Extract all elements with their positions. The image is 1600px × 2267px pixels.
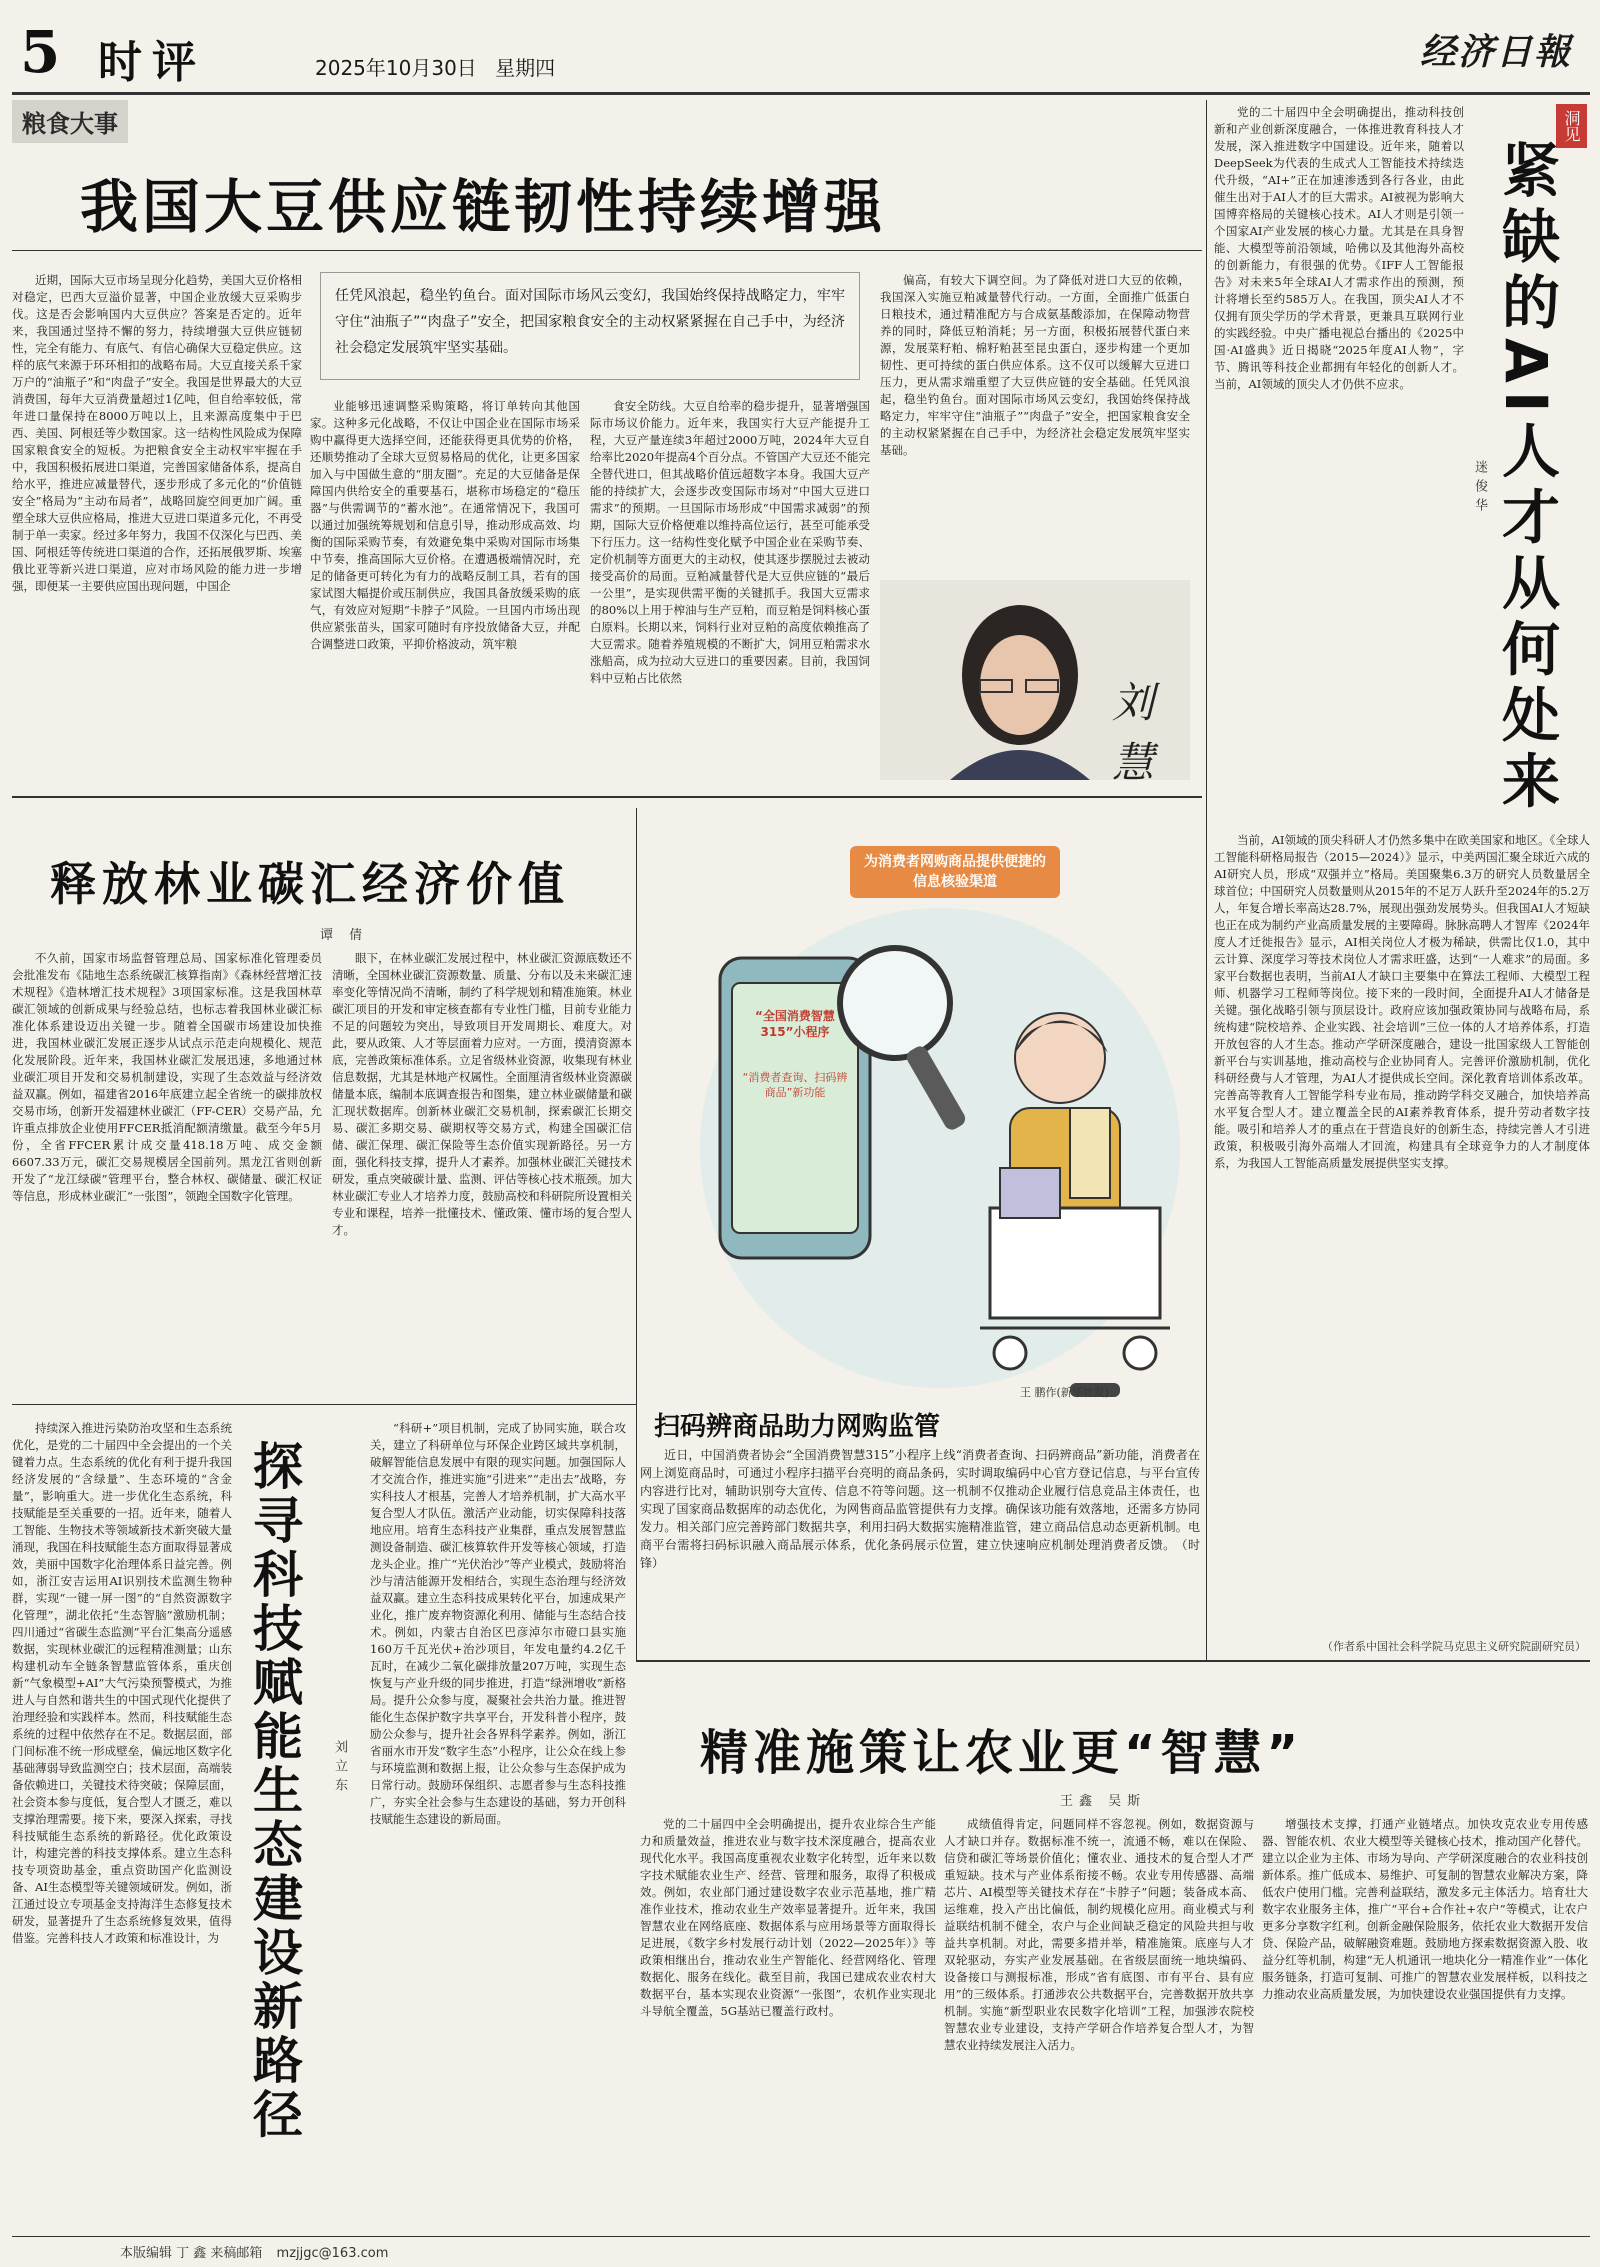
cartoon-caption-title: 扫码辨商品助力网购监管 xyxy=(654,1412,941,1442)
cartoon-credit: 王 鹏作(新华社发) xyxy=(1020,1386,1110,1399)
forest-bottom-rule xyxy=(12,1404,636,1405)
cartoon-banner: 为消费者网购商品提供便捷的信息核验渠道 xyxy=(850,846,1060,898)
author-portrait xyxy=(880,580,1190,780)
ai-col-top: 党的二十届四中全会明确提出，推动科技创新和产业创新深度融合，一体推进教育科技人才发展，深入推进数字中国建设。近年来，随着以DeepSeek为代表的生成式人工智能技术持续迭代升级，“AI+”正在加速渗透到各行各业，由此催生出对于AI人才的巨大需求。AI被视为影响大国博弈格局的关键核心技术。AI人才则是引领一个国家AI产业发展的核心力量。尤其是在具身智能、大模型等前沿领域，哈佛以及其他海外高校的创新能力，有很强的优势。《IFF人工智能报告》对未来5年全球AI人才需求作出的预测，预计将增长至约585万人。在我国，顶尖AI人才不仅拥有顶尖学历的学术背景，更兼具互联网行业的实践经验。中央广播电视总台播出的《2025中国·AI盛典》近日揭晓“2025年度AI人物”，字节、腾讯等科技企业都拥有年轻化的创新人才。当前，AI领域的顶尖人才仍供不应求。 xyxy=(1214,105,1464,391)
soy-col-2: 业能够迅速调整采购策略，将订单转向其他国家。这种多元化战略，不仅让中国企业在国际市场采购中赢得更大选择空间，还能获得更具优势的价格，还顺势推动了全球大豆贸易格局的优化，让更多国家加入与中国做生意的“朋友圈”。充足的大豆储备是保障国内供给安全的重要基石，堪称市场稳定的“稳压器”与供需调节的“蓄水池”。在通常情况下，我国可以通过加强统筹规划和信息引导，推动形成高效、均衡的国际采购节奏，有效避免集中采购对国际市场集中节奏，推高国际大豆价格。在遭遇极端情况时，充足的储备更可转化为有力的战略反制工具，若有的国家试图大幅提价或压制供应，我国具备放缓采购的底气，有效应对短期“卡脖子”风险。一旦国内市场出现供应紧张苗头，国家可随时有序投放储备大豆，并配合调整进口政策，平抑价格波动，筑牢粮 xyxy=(310,399,580,651)
ai-author: 迷俊华 xyxy=(1472,460,1487,517)
cartoon-phone-text: “全国消费智慧315”小程序 xyxy=(755,1009,835,1039)
footer xyxy=(120,2242,388,2261)
forest-author: 谭 倩 xyxy=(320,928,369,943)
agri-top-rule xyxy=(636,1660,1590,1662)
author-signature: 刘慧 xyxy=(1112,678,1155,780)
ecology-col-2: “科研+”项目机制，完成了协同实施，联合攻关，建立了科研单位与环保企业跨区域共享机制，破解智能信息发展中有限的现实问题。加强国际人才交流合作，推进实施“引进来”“走出去”战略，夯实科技人才根基，完善人才培养机制，扩大高水平复合型人才队伍。激活产业动能，切实保障科技落地应用。培育生态科技产业集群，重点发展智慧监测设备制造、碳汇核算软件开发等核心领域，打造龙头企业。推广“光伏治沙”等产业模式，鼓励将治沙与清洁能源开发相结合，实现生态治理与经济效益双赢。建立生态科技成果转化平台，加速成果产业化，推广废弃物资源化利用、储能与生态结合技术。例如，内蒙古自治区巴彦淖尔市磴口县实施160万千瓦光伏+治沙项目，年发电量约4.2亿千瓦时，在减少二氧化碳排放量207万吨，实现生态恢复与产业升级的同步推进，打造“绿洲增收”新格局。提升公众参与度，凝聚社会共治力量。推进智能化生态保护数字共享平台，开发科普小程序，鼓励公众参与，提升社会各界科学素养。例如，浙江省丽水市开发“数字生态”小程序，让公众在线上参与环境监测和数据上报，让公众参与生态保护成为日常行动。鼓励环保组织、志愿者参与生态科技推广，夯实全社会参与生态建设的基础，努力开创科技赋能生态建设的新局面。 xyxy=(370,1421,626,1826)
soy-col-1: 近期，国际大豆市场呈现分化趋势，美国大豆价格相对稳定，巴西大豆溢价显著，中国企业放缓大豆采购步伐。这是否会影响国内大豆供应？答案是否定的。近年来，我国通过坚持不懈的努力，持续增强大豆供应链韧性，完全有能力、有底气、有信心确保大豆稳定供应。这样的底气来源于环环相扣的战略布局。大豆直接关系千家万户的“油瓶子”和“肉盘子”安全。我国是世界最大的大豆消费国，每年大豆消费量超过1亿吨，但自给率较低，常年进口量保持在8000万吨以上，且来源高度集中于巴西、美国、阿根廷等少数国家。这一结构性风险成为保障国家粮食安全的短板。为把粮食安全主动权牢牢握在手中，我国积极拓展进口渠道，完善国家储备体系，提高自给水平，推进应减量替代，逐步形成了多元化的“价值链安全”格局为“主动布局者”，战略回旋空间更加广阔。重塑全球大豆供应格局，推进大豆进口渠道多元化，不再受制于单一卖家。经过多年努力，我国不仅深化与巴西、美国、阿根廷等传统进口渠道的合作，还拓展俄罗斯、埃塞俄比亚等新兴进口渠道，应对市场风险的能力进一步增强，即便某一主要供应国出现问题，中国企 xyxy=(12,273,302,593)
cartoon-caption: 近日，中国消费者协会“全国消费智慧315”小程序上线“消费者查询、扫码辨商品”新功能，消费者在网上浏览商品时，可通过小程序扫描平台亮明的商品条码，实时调取编码中心官方登记信息，与平台宣传内容进行比对，辅助识别夸大宣传、信息不符等问题。这一机制不仅推动企业履行信息竞品主体责任，也实现了国家商品数据库的动态优化，为网售商品监管提供有力支撑。确保该功能有效落地，还需多方协同发力。相关部门应完善跨部门数据共享，利用扫码大数据实施精准监管，建立商品信息动态更新机制。电商平台需将扫码标识融入商品展示体系，优化条码展示位置，建立快速响应机制处理消费者反馈。 （时 锋） xyxy=(640,1448,1200,1570)
soy-lead-text: 任凭风浪起，稳坐钓鱼台。面对国际市场风云变幻，我国始终保持战略定力，牢牢守住“油瓶子”“肉盘子”安全，把国家粮食安全的主动权紧紧握在自己手中，为经济社会稳定发展筑牢坚实基础。 xyxy=(335,288,845,356)
soy-bottom-rule xyxy=(12,796,1202,798)
footer-email[interactable]: mzjjgc@163.com xyxy=(276,2246,389,2261)
column-tag-text: 粮食大事 xyxy=(22,109,118,138)
weekday-text: 星期四 xyxy=(495,56,556,80)
agri-col-2: 成绩值得肯定，问题同样不容忽视。例如，数据资源与人才缺口并存。数据标准不统一，流通不畅，难以在保险、信贷和碳汇等场景价值化；懂农业、通技术的复合型人才严重短缺。技术与产业体系衔接不畅。农业专用传感器、高端芯片、AI模型等关键技术存在“卡脖子”问题；装备成本高、运维难，投入产出比偏低，制约规模化应用。商业模式与利益联结机制不健全，农户与企业间缺乏稳定的风险共担与收益共享机制。对此，需要多措并举，精准施策。底座与人才双轮驱动，夯实产业发展基础。在省级层面统一地块编码、设备接口与测报标准，形成“省有底图、市有平台、县有应用”的三级体系。打通涉农公共数据平台，完善数据开放共享机制。实施“新型职业农民数字化培训”工程，加强涉农院校智慧农业专业建设，支持产学研合作培养复合型人才，为智慧农业持续发展注入活力。 xyxy=(944,1817,1254,2052)
masthead xyxy=(0,0,1600,92)
ai-headline: 紧缺的AI人才从何处来 xyxy=(1492,140,1560,817)
ai-divider xyxy=(1206,100,1207,1660)
ecology-author: 刘立东 xyxy=(332,1740,347,1797)
forest-col-2: 眼下，在林业碳汇发展过程中，林业碳汇资源底数还不清晰，全国林业碳汇资源数量、质量、分布以及未来碳汇速率变化等情况尚不清晰，制约了科学规划和精准施策。林业碳汇项目的开发和审定核查都有专业性门槛，目前专业能力不足的问题较为突出，导致项目开发周期长、难度大。对此，要从政策、人才等层面着力应对。一方面，摸清资源本底，完善政策标准体系。立足省级林业资源，收集现有林业信息数据，尤其是林地产权属性。全面厘清省级林业资源碳储量本底，编制本底调查报告和图集，建立林业碳储量和碳汇现状数据库。创新林业碳汇交易机制，探索碳汇长期交易、碳汇多期交易、碳期权等交易方式，构建全国碳汇信储、碳汇保理、碳汇保险等生态价值实现新路径。另一方面，强化科技支撑，提升人才素养。加强林业碳汇关键技术研发，重点突破碳计量、监测、评估等核心技术瓶颈。加大林业碳汇专业人才培养力度，鼓励高校和科研院所设置相关专业和课程，培养一批懂技术、懂政策、懂市场的复合型人才。 xyxy=(332,951,632,1237)
agri-author: 王鑫 吴斯 xyxy=(1060,1794,1147,1809)
cartoon-divider xyxy=(636,808,637,1660)
agri-col-3: 增强技术支撑，打通产业链堵点。加快攻克农业专用传感器、智能农机、农业大模型等关键核心技术，推动国产化替代。建立以企业为主体、市场为导向、产学研深度融合的农业科技创新体系。推广低成本、易维护、可复制的智慧农业解决方案，降低农户使用门槛。完善利益联结，激发多元主体活力。培育壮大数字农业服务主体，推广“平台+合作社+农户”等模式，让农户更多分享数字红利。创新金融保险服务，依托农业大数据开发信贷、保险产品，破解融资难题。鼓励地方探索数据资源入股、收益分红等机制，构建“无人机通讯一地块化分一精准作业”一体化服务链条，打造可复制、可推广的智慧农业发展样板，以科技之力推动农业高质量发展，为加快建设农业强国提供有力支撑。 xyxy=(1262,1817,1588,2001)
date-text: 2025年10月30日 xyxy=(315,56,477,80)
soy-col-3: 食安全防线。大豆自给率的稳步提升，显著增强国际市场议价能力。近年来，我国实行大豆产能提升工程，大豆产量连续3年超过2000万吨，2024年大豆自给率比2020年提高4个百分点。不管国产大豆还不能完全替代进口，但其战略价值远超数字本身。我国大豆产能的持续扩大，会逐步改变国际市场对“中国大豆进口需求”的预期。一旦国际市场形成“中国需求减弱”的预期，国际大豆价格便难以维持高位运行，甚至可能承受下行压力。这一结构性变化赋予中国企业在采购节奏、定价机制等方面更大的主动权，使其逐步摆脱过去被动接受高价的局面。豆粕减量替代是大豆供应链的“最后一公里”，是实现供需平衡的关键抓手。我国大豆需求的80%以上用于榨油与生产豆粕，而豆粕是饲料核心蛋白原料。长期以来，饲料行业对豆粕的高度依赖推高了大豆需求。随着养殖规模的不断扩大，饲用豆粕需求水涨船高，成为拉动大豆进口的重要因素。目前，我国饲料中豆粕占比依然 xyxy=(590,399,870,685)
cartoon xyxy=(640,808,1200,1408)
paper-logo: 经济日報 xyxy=(1420,31,1573,73)
ecology-col-1: 持续深入推进污染防治攻坚和生态系统优化，是党的二十届四中全会提出的一个关键着力点。生态系统的优化有利于提升我国经济发展的“含绿量”、生态环境的“含金量”，影响重大。进一步优化生态系统，科技赋能是至关重要的一招。近年来，随着人工智能、生物技术等领域新技术新突破大量涌现，我国在科技赋能生态方面取得显著成效，美丽中国数字化治理体系日益完善。例如，浙江安吉运用AI识别技术监测生物种群，实现“一键一屏一图”的“自然资源数字化管理”，湖北依托“生态智脑”激励机制；四川通过“省碳生态监测”平台汇集高分遥感数据，实现林业碳汇的远程精准测量；山东构建机动车全链条智慧监管体系，重庆创新“气象模型+AI”大气污染预警模式，为推进人与自然和谐共生的中国式现代化提供了治理经验和实践样本。然而，科技赋能生态系统的过程中依然存在不足。数据层面，部门间标准不统一形成壁垒，偏远地区数字化基础薄弱导致监测空白；技术层面，高端装备依赖进口，关键技术待突破；保障层面，社会资本参与度低，复合型人才匮乏，难以支撑治理需要。接下来，要深入探索，寻找科技赋能生态系统的新路径。优化政策设计，构建完善的科技支撑体系。建立生态科技专项资助基金，重点资助国产化监测设备、AI生态模型等关键领域研发。例如，浙江通过设立专项基金支持海洋生态修复技术研发，显著提升了生态系统修复效果，值得借鉴。完善科技人才政策和标准设计，为 xyxy=(12,1421,232,1945)
forest-headline: 释放林业碳汇经济价值 xyxy=(50,857,570,911)
footer-rule xyxy=(12,2236,1590,2237)
soy-rule xyxy=(12,250,1202,251)
masthead-rule xyxy=(12,92,1590,95)
agri-headline: 精准施策让农业更“智慧” xyxy=(700,1725,1304,1781)
cartoon-illustration xyxy=(640,808,1200,1408)
soy-col-4: 偏高，有较大下调空间。为了降低对进口大豆的依赖，我国深入实施豆粕减量替代行动。一方面，全面推广低蛋白日粮技术，通过精准配方与合成氨基酸添加，在保障动物营养的同时，降低豆粕消耗；另一方面，积极拓展替代蛋白来源，发展菜籽粕、棉籽粕甚至昆虫蛋白，逐步构建一个更加韧性、更可持续的蛋白供应体系。这不仅可以缓解大豆进口压力，更从需求端重塑了大豆供应链的安全基础。任凭风浪起，稳坐钓鱼台。面对国际市场风云变幻，我国始终保持战略定力，牢牢守住“油瓶子”“肉盘子”安全，把国家粮食安全的主动权紧紧握在自己手中，为经济社会稳定发展筑牢坚实基础。 xyxy=(880,273,1190,457)
footer-editors: 本版编辑 丁 鑫 来稿邮箱 xyxy=(120,2246,263,2261)
column-tag xyxy=(12,100,128,143)
section-title: 时评 xyxy=(98,37,206,88)
ecology-headline: 探寻科技赋能生态建设新路径 xyxy=(245,1440,303,2142)
soy-lead-box xyxy=(320,272,860,380)
issue-date xyxy=(315,52,555,81)
cartoon-scan-text: “消费者查询、扫码辨商品”新功能 xyxy=(742,1071,848,1099)
forest-col-1: 不久前，国家市场监督管理总局、国家标准化管理委员会批准发布《陆地生态系统碳汇核算指南》《森林经营增汇技术规程》《造林增汇技术规程》3项国家标准。这是我国林草碳汇领域的创新成果与经验总结，也标志着我国林业碳汇标准化体系建设迈出关键一步。随着全国碳市场建设加快推进，我国林业碳汇发展正逐步从试点示范走向规模化、规范化发展阶段。近年来，我国林业碳汇发展迅速，多地通过林业碳汇项目开发和交易机制建设，实现了生态效益与经济效益双赢。例如，福建省2016年底建立起全省统一的碳排放权交易市场，创新开发福建林业碳汇（FF-CER）交易产品，允许重点排放企业使用FFCER抵消配额清缴量。截至今年5月份，全省FFCER累计成交量418.18万吨、成交金额6607.33万元，碳汇交易规模居全国前列。黑龙江省则创新开发了“龙江绿碳”管理平台，整合林权、碳储量、碳汇权证等信息，形成林业碳汇“一张图”，领跑全国数字化管理。 xyxy=(12,951,322,1203)
page-number: 5 xyxy=(20,18,61,86)
soy-headline: 我国大豆供应链韧性持续增强 xyxy=(80,173,887,241)
ai-col-bottom: 当前，AI领域的顶尖科研人才仍然多集中在欧美国家和地区。《全球人工智能科研格局报告（2015—2024）》显示，中美两国汇聚全球近六成的AI研究人员，形成“双强并立”格局。美国聚集6.3万的研究人员数量居全球首位；中国研究人员数量则从2015年的不足万人跃升至2024年的5.2万人，年复合增长率高达28.7%，展现出强劲发展势头。但我国AI人才短缺也正在成为制约产业高质量发展的主要障碍。脉脉高聘人才智库《2024年度人才迁徙报告》显示，AI相关岗位人才极为稀缺，供需比仅1.0，其中云计算、深度学习等技术岗位人才需求旺盛，达到“一人难求”的局面。多家平台数据也表明，当前AI人才缺口主要集中在算法工程师、大模型工程师、机器学习工程师等岗位。接下来的一段时间，全面提升AI人才储备是关键。强化战略引领与顶层设计。政府应该加强政策协同与战略布局，系统构建“院校培养、企业实践、社会培训”三位一体的人才培养体系，打造开放包容的人才生态。推动产学研深度融合，建设一批国家级人工智能创新平台与实训基地，推动高校与企业协同育人。完善评价激励机制，优化科研经费与人才管理，为AI人才提供成长空间。深化教育培训体系改革。完善高等教育人工智能学科专业布局，推动跨学科交叉融合，加快培养高水平复合型人才。建立覆盖全民的AI素养教育体系，提升劳动者数字技能。吸引和培养人才的重点在于营造良好的创新生态，持续完善人才引进政策，积极吸引海外高端人才回流，构建具有全球竞争力的人才制度体系，为我国人工智能高质量发展提供坚实支撑。 xyxy=(1214,833,1590,1170)
ai-tag: 洞见 xyxy=(1556,104,1587,148)
agri-col-1: 党的二十届四中全会明确提出，提升农业综合生产能力和质量效益，推进农业与数字技术深度融合，提高农业现代化水平。我国高度重视农业数字化转型，近年来以数字技术赋能农业生产、经营、管理和服务，取得了积极成效。例如，农业部门通过建设数字农业示范基地，推广精准作业技术，推动农业生产效率显著提升。近年来，我国智慧农业在网络底座、数据体系与应用场景等方面取得长足进展，《数字乡村发展行动计划（2022—2025年）》等政策相继出台，推动农业生产智能化、经营网络化、管理数据化、服务在线化。截至目前，我国已建成农业农村大数据平台，基本实现农业资源“一张图”，农机作业实现北斗导航全覆盖，5G基站已覆盖行政村。 xyxy=(640,1817,936,2018)
ai-author-affiliation: （作者系中国社会科学院马克思主义研究院副研究员） xyxy=(1322,1640,1586,1653)
